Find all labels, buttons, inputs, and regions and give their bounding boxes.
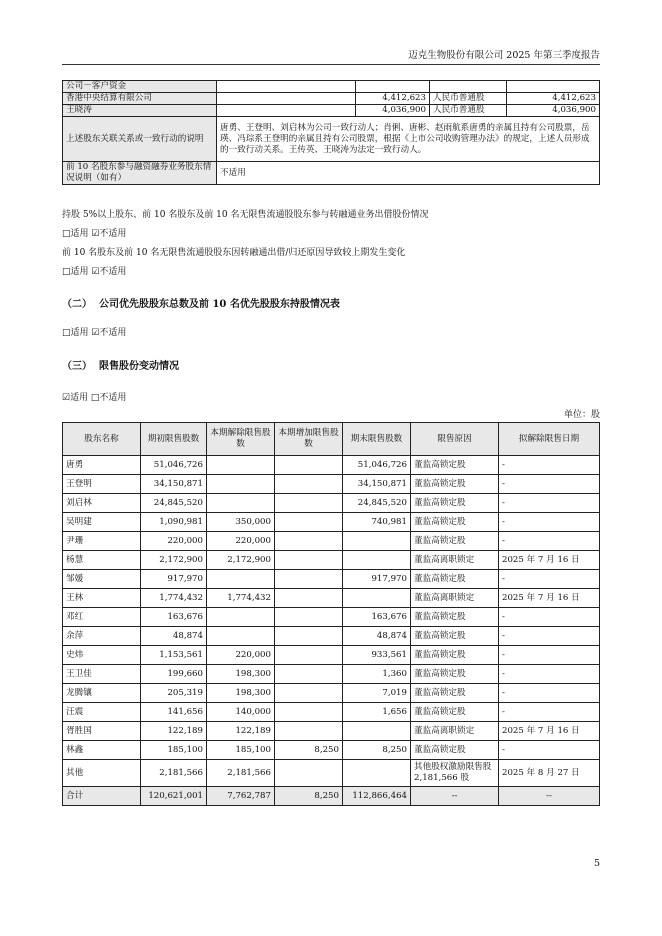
shareholder-name: 余萍 [63, 627, 141, 646]
shareholder-name: 其他 [63, 760, 141, 787]
restriction-reason: 董监高锁定股 [411, 627, 499, 646]
closing-restricted: 34,150,871 [343, 475, 411, 494]
release-date: 2025 年 7 月 16 日 [499, 589, 600, 608]
released-restricted: 122,189 [207, 722, 275, 741]
opening-restricted: 163,676 [141, 608, 207, 627]
margin-label: 前 10 名股东参与融资融券业务股东情况说明（如有） [63, 162, 217, 185]
opening-restricted: 2,181,566 [141, 760, 207, 787]
section-3-title: 限售股份变动情况 [98, 361, 179, 372]
table-row [63, 494, 600, 513]
closing-restricted [343, 589, 411, 608]
section-3-option: ☑适用 □不适用 [62, 393, 127, 403]
shareholder-name: 王登明 [63, 475, 141, 494]
closing-restricted: 933,561 [343, 646, 411, 665]
restriction-reason: 董监高离职锁定 [411, 722, 499, 741]
shareholder-name: 香港中央结算有限公司 [63, 93, 217, 105]
release-date: - [499, 665, 600, 684]
restriction-reason: 董监高离职锁定 [411, 551, 499, 570]
released-restricted [207, 494, 275, 513]
released-restricted [207, 627, 275, 646]
restriction-reason: 董监高锁定股 [411, 456, 499, 475]
table-row [63, 551, 600, 570]
table-row [63, 741, 600, 760]
table-row [63, 570, 600, 589]
added-restricted [275, 722, 343, 741]
table-row [63, 513, 600, 532]
release-date: - [499, 703, 600, 722]
table-row [63, 608, 600, 627]
released-restricted [207, 570, 275, 589]
closing-restricted: 163,676 [343, 608, 411, 627]
opening-restricted: 185,100 [141, 741, 207, 760]
share-quantity [356, 81, 430, 93]
released-restricted [207, 475, 275, 494]
blank-cell [217, 105, 356, 117]
paragraph-lending: 持股 5%以上股东、前 10 名股东及前 10 名无限售流通股股东参与转融通业务出借股份情况 [62, 210, 429, 220]
added-restricted [275, 475, 343, 494]
blank-cell [217, 81, 356, 93]
column-header: 期末限售股数 [343, 423, 411, 456]
added-restricted [275, 456, 343, 475]
table-row [63, 532, 600, 551]
top-table-row [63, 81, 600, 93]
opening-restricted: 34,150,871 [141, 475, 207, 494]
restriction-reason: 董监高锁定股 [411, 513, 499, 532]
closing-restricted: 917,970 [343, 570, 411, 589]
opening-restricted: 48,874 [141, 627, 207, 646]
opening-restricted: 205,319 [141, 684, 207, 703]
added-restricted [275, 760, 343, 787]
released-restricted: 7,762,787 [207, 787, 275, 806]
shareholder-name: 胥胜国 [63, 722, 141, 741]
released-restricted: 1,774,432 [207, 589, 275, 608]
shareholder-name: 公司－客户资金 [63, 81, 217, 93]
added-restricted: 8,250 [275, 741, 343, 760]
paragraph-change: 前 10 名股东及前 10 名无限售流通股股东因转融通出借/归还原因导致较上期发生变化 [62, 248, 406, 258]
release-date: 2025 年 7 月 16 日 [499, 551, 600, 570]
closing-restricted: 1,656 [343, 703, 411, 722]
added-restricted [275, 494, 343, 513]
release-date: - [499, 513, 600, 532]
closing-restricted [343, 722, 411, 741]
restriction-reason: 董监高锁定股 [411, 532, 499, 551]
added-restricted [275, 665, 343, 684]
column-header: 期初限售股数 [141, 423, 207, 456]
share-quantity: 4,036,900 [356, 105, 430, 117]
opening-restricted: 122,189 [141, 722, 207, 741]
option-lending: □适用 ☑不适用 [62, 229, 127, 239]
closing-restricted [343, 760, 411, 787]
column-header: 本期增加限售股数 [275, 423, 343, 456]
share-type: 人民币普通股 [430, 93, 507, 105]
added-restricted [275, 513, 343, 532]
restricted-shares-table [62, 422, 600, 806]
closing-restricted: 112,866,464 [343, 787, 411, 806]
table-row [63, 627, 600, 646]
released-restricted: 2,181,566 [207, 760, 275, 787]
release-date: -- [499, 787, 600, 806]
table-row [63, 684, 600, 703]
release-date: - [499, 646, 600, 665]
shareholder-name: 史炜 [63, 646, 141, 665]
share-quantity: 4,412,623 [356, 93, 430, 105]
released-restricted: 140,000 [207, 703, 275, 722]
restriction-reason: 其他股权激励限售股 2,181,566 股 [411, 760, 499, 787]
shareholder-name: 唐勇 [63, 456, 141, 475]
shareholder-name: 吴明建 [63, 513, 141, 532]
opening-restricted: 141,656 [141, 703, 207, 722]
relation-label: 上述股东关联关系或一致行动的说明 [63, 117, 217, 162]
shareholder-name: 尹珊 [63, 532, 141, 551]
restriction-reason: 董监高锁定股 [411, 570, 499, 589]
released-restricted: 220,000 [207, 532, 275, 551]
table-row [63, 722, 600, 741]
column-header: 股东名称 [63, 423, 141, 456]
opening-restricted: 1,090,981 [141, 513, 207, 532]
released-restricted: 220,000 [207, 646, 275, 665]
added-restricted [275, 532, 343, 551]
released-restricted: 185,100 [207, 741, 275, 760]
released-restricted [207, 608, 275, 627]
share-type [430, 81, 507, 93]
section-2-title: 公司优先股股东总数及前 10 名优先股股东持股情况表 [98, 299, 340, 310]
margin-text: 不适用 [217, 162, 600, 185]
relation-text: 唐勇、王登明、刘启林为公司一致行动人；肖俐、唐彬、赵雨航系唐勇的亲属且持有公司股票，岳瑛、冯琮系王登明的亲属且持有公司股票，根据《上市公司收购管理办法》的规定，上述人员形成的一致行动关系。王传英、王晓涛为法定一致行动人。 [217, 117, 600, 162]
section-2-number: （二） [62, 299, 92, 310]
shareholder-name: 邓红 [63, 608, 141, 627]
added-restricted [275, 589, 343, 608]
restriction-reason: -- [411, 787, 499, 806]
shareholder-name: 王林 [63, 589, 141, 608]
restriction-reason: 董监高锁定股 [411, 703, 499, 722]
table-row [63, 646, 600, 665]
added-restricted [275, 627, 343, 646]
section-3-heading [62, 357, 179, 372]
restriction-reason: 董监高锁定股 [411, 665, 499, 684]
shareholder-name: 杨慧 [63, 551, 141, 570]
closing-restricted: 740,981 [343, 513, 411, 532]
table-row [63, 589, 600, 608]
release-date: - [499, 608, 600, 627]
restriction-reason: 董监高离职锁定 [411, 589, 499, 608]
closing-restricted: 48,874 [343, 627, 411, 646]
release-date: - [499, 741, 600, 760]
shareholder-name: 王卫佳 [63, 665, 141, 684]
released-restricted: 350,000 [207, 513, 275, 532]
added-restricted [275, 703, 343, 722]
release-date: - [499, 456, 600, 475]
shareholder-name: 王晓涛 [63, 105, 217, 117]
release-date: - [499, 475, 600, 494]
header-divider [62, 64, 600, 65]
shareholder-name: 合计 [63, 787, 141, 806]
restriction-reason: 董监高锁定股 [411, 646, 499, 665]
closing-restricted: 7,019 [343, 684, 411, 703]
restriction-reason: 董监高锁定股 [411, 475, 499, 494]
share-type-quantity [507, 81, 600, 93]
added-restricted [275, 684, 343, 703]
closing-restricted: 1,360 [343, 665, 411, 684]
shareholder-name: 林鑫 [63, 741, 141, 760]
top-shareholder-table [62, 80, 600, 185]
unit-label: 单位：股 [563, 410, 600, 420]
released-restricted: 198,300 [207, 684, 275, 703]
section-3-number: （三） [62, 361, 92, 372]
released-restricted: 2,172,900 [207, 551, 275, 570]
restriction-reason: 董监高锁定股 [411, 494, 499, 513]
page-number: 5 [593, 858, 600, 869]
share-type-quantity: 4,036,900 [507, 105, 600, 117]
column-header: 本期解除限售股数 [207, 423, 275, 456]
top-table-row [63, 93, 600, 105]
page-header-title: 迈克生物股份有限公司 2025 年第三季度报告 [408, 50, 600, 61]
opening-restricted: 120,621,001 [141, 787, 207, 806]
shareholder-name: 汪震 [63, 703, 141, 722]
column-header: 限售原因 [411, 423, 499, 456]
table-header-row [63, 423, 600, 456]
released-restricted [207, 456, 275, 475]
table-row [63, 787, 600, 806]
release-date: 2025 年 7 月 16 日 [499, 722, 600, 741]
opening-restricted: 199,660 [141, 665, 207, 684]
release-date: 2025 年 8 月 27 日 [499, 760, 600, 787]
opening-restricted: 1,153,561 [141, 646, 207, 665]
release-date: - [499, 494, 600, 513]
closing-restricted: 8,250 [343, 741, 411, 760]
section-2-heading [62, 295, 340, 310]
table-row [63, 475, 600, 494]
shareholder-name: 龙腾镶 [63, 684, 141, 703]
table-row [63, 456, 600, 475]
closing-restricted [343, 532, 411, 551]
restriction-reason: 董监高锁定股 [411, 741, 499, 760]
released-restricted: 198,300 [207, 665, 275, 684]
closing-restricted: 24,845,520 [343, 494, 411, 513]
option-change: □适用 ☑不适用 [62, 267, 127, 277]
closing-restricted: 51,046,726 [343, 456, 411, 475]
closing-restricted [343, 551, 411, 570]
table-row [63, 760, 600, 787]
section-2-option: □适用 ☑不适用 [62, 328, 127, 338]
added-restricted [275, 570, 343, 589]
restriction-reason: 董监高锁定股 [411, 684, 499, 703]
opening-restricted: 24,845,520 [141, 494, 207, 513]
added-restricted [275, 608, 343, 627]
release-date: - [499, 532, 600, 551]
table-row [63, 665, 600, 684]
table-row [63, 703, 600, 722]
shareholder-name: 刘启林 [63, 494, 141, 513]
added-restricted [275, 551, 343, 570]
share-type-quantity: 4,412,623 [507, 93, 600, 105]
opening-restricted: 220,000 [141, 532, 207, 551]
share-type: 人民币普通股 [430, 105, 507, 117]
opening-restricted: 917,970 [141, 570, 207, 589]
blank-cell [217, 93, 356, 105]
restriction-reason: 董监高锁定股 [411, 608, 499, 627]
opening-restricted: 1,774,432 [141, 589, 207, 608]
release-date: - [499, 684, 600, 703]
added-restricted [275, 646, 343, 665]
column-header: 拟解除限售日期 [499, 423, 600, 456]
shareholder-name: 邹媛 [63, 570, 141, 589]
release-date: - [499, 570, 600, 589]
added-restricted: 8,250 [275, 787, 343, 806]
top-table-row [63, 105, 600, 117]
opening-restricted: 2,172,900 [141, 551, 207, 570]
opening-restricted: 51,046,726 [141, 456, 207, 475]
release-date: - [499, 627, 600, 646]
